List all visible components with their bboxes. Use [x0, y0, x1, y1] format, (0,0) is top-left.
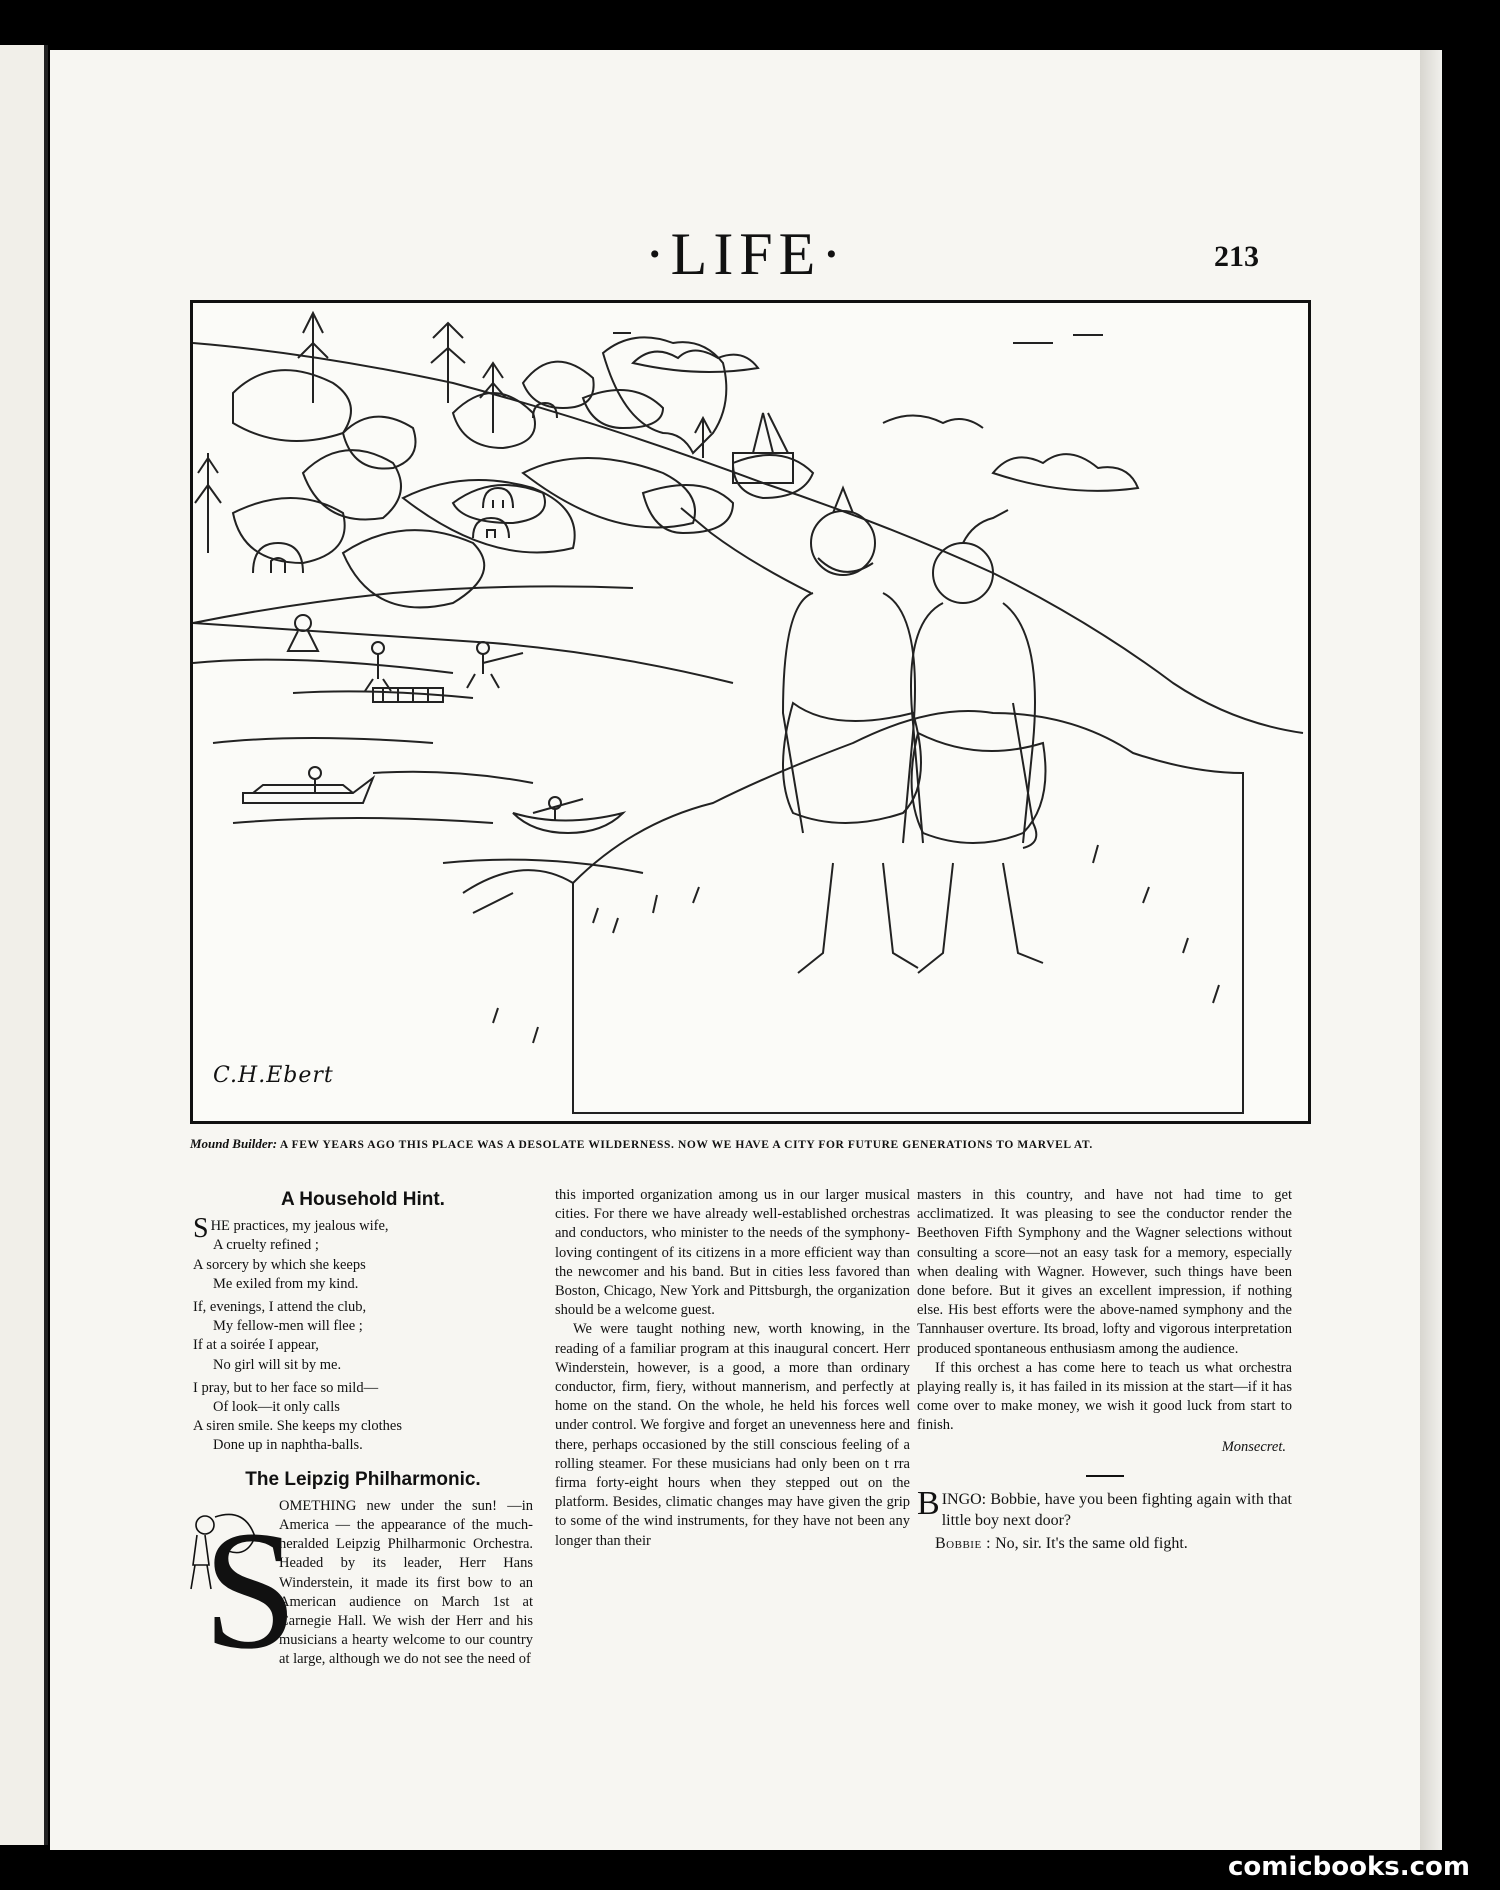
illuminated-dropcap — [185, 1495, 298, 1684]
jester-dropcap-icon — [185, 1495, 298, 1684]
illustration-caption — [190, 1136, 1305, 1152]
caption-text: A FEW YEARS AGO THIS PLACE WAS A DESOLATE WILDERNESS. NOW WE HAVE A CITY FOR FUTURE GENERATIONS TO MARVEL AT. — [279, 1139, 1093, 1151]
joke-dropcap: B — [917, 1484, 940, 1522]
page-spine — [1420, 50, 1442, 1850]
artist-signature: C.H.Ebert — [213, 1063, 334, 1088]
joke-speaker: Bobbie : — [935, 1534, 992, 1552]
article-paragraph: this imported organization among us in our larger musical cities. For there we have already well-established orchestras and conductors, who minister to the needs of the symphony-loving contingent of its citizens in a more efficient way than the newcomer and his band. But in cities less favored than Boston, Chicago, New York and Pittsburgh, the organization should be a welcome guest. — [555, 1187, 910, 1319]
poem-line: A siren smile. She keeps my clothes — [193, 1418, 403, 1435]
column-1 — [193, 1186, 533, 1684]
cartoon-drawing — [193, 303, 1308, 1121]
poem-line: Done up in naphtha-balls. — [213, 1437, 363, 1454]
section-divider — [1086, 1475, 1124, 1477]
article-signature: Monsecret. — [1221, 1438, 1286, 1455]
poem-line: If, evenings, I attend the club, — [193, 1299, 367, 1316]
poem-line: If at a soirée I appear, — [193, 1337, 319, 1354]
article-paragraph: masters in this country, and have not had time to get acclimatized. It was pleasing to see the conductor render the Beethoven Fifth Symphony and the Wagner selections without consulting a score—not an easy task for a memory, especially when dealing with Wagner. However, such things have been done before. But it gives an excellent impression, if nothing else. His best efforts were the above-named symphony and the Tannhauser overture. Its broad, lofty and vigorous interpretation produced spontaneous enthusiasm among the audience. — [917, 1187, 1292, 1357]
poem-title: A Household Hint. — [281, 1189, 445, 1210]
poem-line: A cruelty refined ; — [213, 1237, 319, 1254]
article-title: The Leipzig Philharmonic. — [245, 1468, 481, 1490]
joke — [917, 1484, 1292, 1554]
poem-line: My fellow-men will flee ; — [213, 1318, 363, 1335]
magazine-page — [50, 50, 1442, 1850]
watermark-logo: comicbooks.com — [1227, 1852, 1470, 1882]
cartoon-illustration — [190, 300, 1311, 1124]
article-col1-body — [193, 1495, 533, 1684]
column-2 — [555, 1186, 910, 1551]
adjacent-page-edge — [0, 45, 48, 1845]
poem-line: Me exiled from my kind. — [213, 1275, 359, 1292]
column-3 — [917, 1186, 1292, 1554]
joke-line-1: INGO: Bobbie, have you been fighting again with that little boy next door? — [941, 1490, 1292, 1529]
poem-dropcap: S — [193, 1213, 209, 1245]
joke-line-2: No, sir. It's the same old fight. — [995, 1534, 1188, 1552]
page-number: 213 — [1214, 240, 1259, 273]
poem-body — [193, 1213, 533, 1455]
poem-line: Of look—it only calls — [213, 1399, 340, 1416]
poem-line: No girl will sit by me. — [213, 1356, 342, 1373]
article-paragraph: OMETHING new under the sun! —in America — the appearance of the much-heralded Leipzig Philharmonic Orchestra. Headed by its leader, Herr Hans Winderstein, it made its first bow to an American audience on March 1st at Carnegie Hall. We wish der Herr and his musicians a hearty welcome to our country at large, although we do not see the need of — [279, 1497, 533, 1668]
caption-speaker: Mound Builder: — [190, 1136, 278, 1151]
poem-line: HE practices, my jealous wife, — [210, 1218, 389, 1235]
article-paragraph: If this orchest a has come here to teach us what orchestra playing really is, it has failed in its mission at the start—if it has come over to make money, we wish it good luck from start to finish. — [917, 1359, 1292, 1434]
dropcap-letter: S — [203, 1495, 298, 1684]
masthead: ·LIFE· — [644, 221, 848, 287]
poem-line: A sorcery by which she keeps — [193, 1256, 366, 1273]
article-paragraph: We were taught nothing new, worth knowing, in the reading of a familiar program at this inaugural concert. Herr Winderstein, however, is a good, a more than ordinary conductor, firm, fiery, without mannerism, and perfectly at home on the stand. On the whole, he held his forces well under control. We forgive and forget an unevenness here and there, perhaps occasioned by the still conscious feeling of a rolling steamer. For these musicians had only been on t rra firma forty-eight hours when they stepped out on the platform. Besides, climatic changes may have given the grip to some of the wind instruments, for they have not been any longer than their — [555, 1321, 910, 1549]
poem-line: I pray, but to her face so mild— — [193, 1379, 379, 1396]
